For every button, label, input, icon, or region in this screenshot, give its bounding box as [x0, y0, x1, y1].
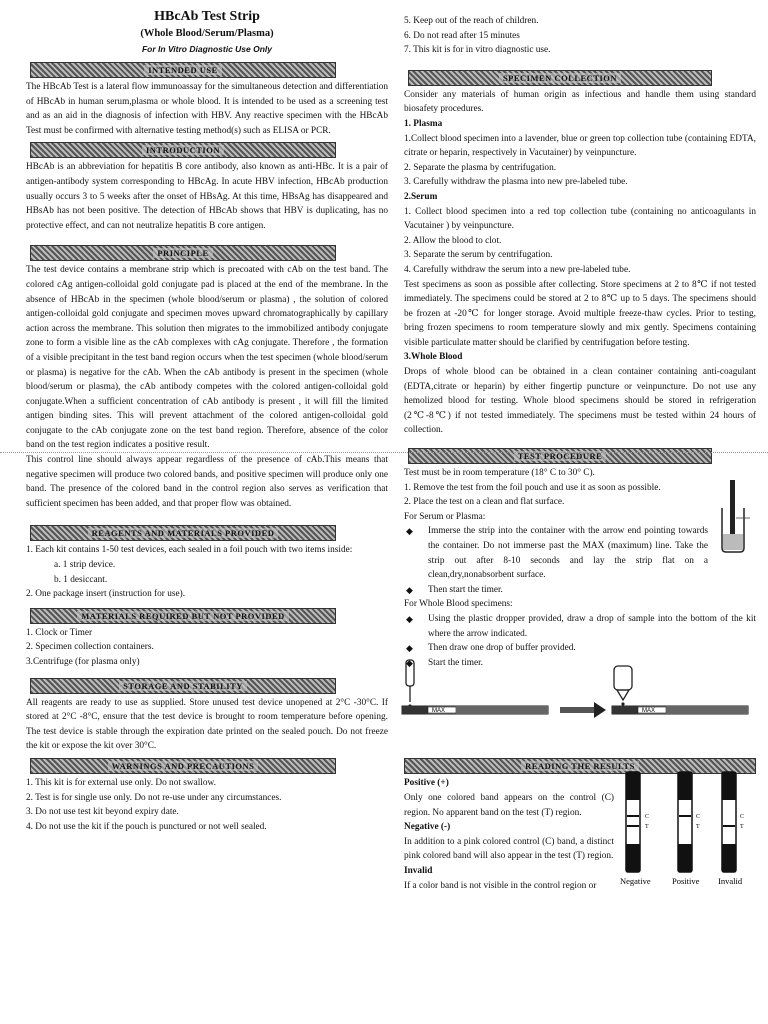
warnings-item: 3. Do not use test kit beyond expiry date. — [26, 807, 179, 818]
whole-blood-label: For Whole Blood specimens: — [404, 599, 513, 610]
t-label-negative: T — [645, 824, 649, 830]
reagents-item-1: 1. Each kit contains 1-50 test devices, each sealed in a foil pouch with two items inside: — [26, 545, 353, 556]
plasma-step: 3. Carefully withdraw the plasma into new pre-labeled tube. — [404, 177, 628, 188]
reagents-item-2: 2. One package insert (instruction for use). — [26, 589, 186, 600]
serum-step: 2. Allow the blood to clot. — [404, 235, 502, 246]
right-arrow-icon — [560, 702, 606, 718]
introduction-text: HBcAb is an abbreviation for hepatitis B core antibody, also known as anti-HBc. It is a pair of antigen-antibody system corresponding to HBcAg. In acute HBV infection, HBcAb production usually occurs 3 to 5 weeks after the onset of HBsAg. At this time, HBsAg has disappeared and HBsAb has not been positive. The detection of HBcAb shows that HBV is duplicating, has no protective effect, and can not neutralize hepatitis B core antigen. — [26, 162, 388, 231]
warnings-item: 5. Keep out of the reach of children. — [404, 16, 539, 26]
materials-header: MATERIALS REQUIRED BUT NOT PROVIDED — [30, 608, 336, 624]
serum-step: 4. Carefully withdraw the serum into a new pre-labeled tube. — [404, 264, 631, 275]
left-column — [26, 0, 388, 834]
whole-blood-heading: 3.Whole Blood — [404, 352, 463, 363]
plasma-step: 1.Collect blood specimen into a lavender, blue or green top collection tube (containing EDTA, citrate or heparin, respectively in Vacutainer) by veinpuncture. — [404, 133, 756, 159]
serum-step: 1. Collect blood specimen into a red top collection tube (containing no anticoagulants in Vacutainer ) by veinpuncture. — [404, 206, 756, 232]
serum-step: 3. Separate the serum by centrifugation. — [404, 250, 553, 261]
procedure-bullet: ◆ Then draw one drop of buffer provided. — [404, 641, 756, 656]
procedure-bullet: ◆ Using the plastic dropper provided, draw a drop of sample into the bottom of the kit where the arrow indicated. — [404, 612, 756, 641]
plasma-step: 2. Separate the plasma by centrifugation. — [404, 162, 557, 173]
label-invalid: Invalid — [718, 876, 743, 886]
t-label-positive: T — [696, 824, 700, 830]
c-label-positive: C — [696, 814, 701, 820]
specimen-storage-text: Test specimens as soon as possible after collecting. Store specimens at 2 to 8℃ if not tested immediately. The specimens could be stored at 2 to 8℃ up to 5 days. The specimens should be frozen at -20℃ for longer storage. Avoid multiple freeze-thaw cycles. Prior to testing, bring frozen specimens to room temperature slowly and mix gently. Specimens containing visible particulate matter should be clarified by centrifugation before testing. — [404, 279, 756, 348]
introduction-header: INTRODUCTION — [30, 142, 336, 158]
whole-blood-text: Drops of whole blood can be obtained in a clean container containing anti-coagulant (EDTA,citrate or heparin) by either fingertip puncture or veinpuncture. Do not use any hemolized blood for testing. Whole blood specimens should be stored in refrigeration (2℃-8℃) if not tested immediately. The specimens must be tested within 24 hours of collection. — [404, 367, 756, 436]
principle-text-1: The test device contains a membrane strip which is precoated with cAb on the test band. The colored cAg antigen-colloidal gold conjugate pad is placed at the end of the membrane. In the absence of HBcAb in the specimen (whole blood/serum or plasma) , the solution of colored antigen-colloidal gold conjugate and specimen moves upward chromatographically by capillary action across the membrane. This solution then migrates to the immobilized antibody conjugate zone to form a visible line as the cAb complexes with cAg conjugate. Therefore , the formation of a visible precipitant in the test band region occurs when the test specimen (whole blood/serum or plasma) is negative for the cAb. When the cAb antibody is present in the specimen (whole blood/serum or plasma), the cAb antibody competes with the colored antigen-colloidal gold conjugate.When a sufficient concentration of cAb antibody is present , it will fill the limited antigen binding sites. This will prevent attachment of the colored antigen-colloidal gold conjugate to the cAb conjugate zone on the test band region. Therefore, absence of the color band on the test region indicates a positive result. — [26, 265, 388, 451]
positive-text: Only one colored band appears on the control (C) region. No apparent band on the test (T) region. — [404, 792, 614, 818]
principle-header: PRINCIPLE — [30, 245, 336, 261]
test-strip-right — [612, 706, 748, 714]
serum-heading: 2.Serum — [404, 191, 438, 202]
invalid-text: If a color band is not visible in the control region or — [404, 880, 597, 891]
materials-item: 3.Centrifuge (for plasma only) — [26, 657, 140, 667]
principle-text-2: This control line should always appear regardless of the presence of cAb.This means that negative specimen will produce two colored bands, and positive specimen will produce only one band. The presence of the colored band in the control region also serves as verification that sufficient specimen has been added, and that proper flow was obtained. — [26, 455, 388, 509]
c-label-invalid: C — [740, 814, 745, 820]
specimen-intro: Consider any materials of human origin as infectious and handle them using standard biosafety procedures. — [404, 89, 756, 115]
storage-text: All reagents are ready to use as supplied. Store unused test device unopened at 2°C -30°C. If stored at 2°C -8°C, ensure that the test device is brought to room temperature before opening. The test device is stable through the expiration date printed on the sealed pouch. Do not freeze the kit or expose the kit over 30°C. — [26, 697, 388, 752]
procedure-intro: Test must be in room temperature (18° C to 30° C). — [404, 468, 595, 479]
strip-negative — [626, 772, 640, 872]
procedure-bullet: ◆ Then start the timer. — [404, 583, 756, 598]
ivd-notice: For In Vitro Diagnostic Use Only — [141, 44, 273, 54]
c-label-negative: C — [645, 814, 650, 820]
reagents-sub-b: b. 1 desiccant. — [54, 574, 108, 585]
negative-text: In addition to a pink colored control (C) band, a distinct pink colored band will also appear in the test (T) region. — [404, 836, 614, 862]
result-strips-figure — [616, 768, 762, 892]
procedure-step: 1. Remove the test from the foil pouch and use it as soon as possible. — [404, 482, 661, 493]
max-label-left: MAX — [432, 708, 446, 714]
plasma-heading: 1. Plasma — [404, 118, 443, 129]
strip-positive — [678, 772, 692, 872]
warnings-header: WARNINGS AND PRECAUTIONS — [30, 758, 336, 774]
procedure-step: 2. Place the test on a clean and flat surface. — [404, 497, 565, 508]
negative-heading: Negative (-) — [404, 822, 451, 833]
procedure-figure — [400, 656, 752, 724]
intended-use-text: The HBcAb Test is a lateral flow immunoassay for the simultaneous detection and differentiation of HBcAb in human serum,plasma or whole blood. It is intended to be used as a screening test and as an aid in the diagnosis of infection with HBV. Any reactive specimen with the HBcAb Test must be confirmed with alternative testing method(s) such as ELISA or PCR. — [26, 82, 388, 136]
strip-invalid — [722, 772, 736, 872]
document-subtitle: (Whole Blood/Serum/Plasma) — [140, 28, 274, 39]
specimen-header: SPECIMEN COLLECTION — [408, 70, 712, 86]
warnings-item: 6. Do not read after 15 minutes — [404, 30, 520, 41]
serum-plasma-label: For Serum or Plasma: — [404, 511, 486, 522]
storage-header: STORAGE AND STABILITY — [30, 678, 336, 694]
label-negative: Negative — [620, 876, 651, 886]
reagents-header: REAGENTS AND MATERIALS PROVIDED — [30, 525, 336, 541]
warnings-item: 4. Do not use the kit if the pouch is punctured or not well sealed. — [26, 821, 267, 832]
test-strip-left — [402, 706, 548, 714]
procedure-bullet: ◆ Start the timer. — [404, 656, 756, 671]
fold-line — [0, 452, 768, 453]
reagents-sub-a: a. 1 strip device. — [54, 560, 116, 571]
max-label-right: MAX — [642, 708, 656, 714]
dropper-icon — [406, 660, 414, 708]
results-header: READING THE RESULTS — [404, 758, 756, 774]
intended-use-header: INTENDED USE — [30, 62, 336, 78]
warnings-item: 1. This kit is for external use only. Do not swallow. — [26, 777, 216, 788]
buffer-bottle-icon — [614, 666, 632, 706]
procedure-bullet: ◆ Immerse the strip into the container with the arrow end pointing towards the container. Do not immerse past the MAX (maximum) line. Take the strip out after 8-10 seconds and lay the strip flat on a clean,dry,nonabsorbent surface. — [404, 524, 756, 582]
materials-item: 2. Specimen collection containers. — [26, 642, 154, 653]
label-positive: Positive — [672, 876, 700, 886]
strip-in-tube-icon — [716, 478, 760, 554]
invalid-heading: Invalid — [404, 865, 433, 876]
document-title: HBcAb Test Strip — [154, 9, 260, 24]
right-column — [404, 0, 756, 893]
procedure-header: TEST PROCEDURE — [408, 448, 712, 464]
warnings-item: 2. Test is for single use only. Do not re-use under any circumstances. — [26, 792, 282, 803]
warnings-item: 7. This kit is for in vitro diagnostic use. — [404, 45, 551, 56]
materials-item: 1. Clock or Timer — [26, 627, 93, 638]
t-label-invalid: T — [740, 824, 744, 830]
positive-heading: Positive (+) — [404, 778, 449, 789]
